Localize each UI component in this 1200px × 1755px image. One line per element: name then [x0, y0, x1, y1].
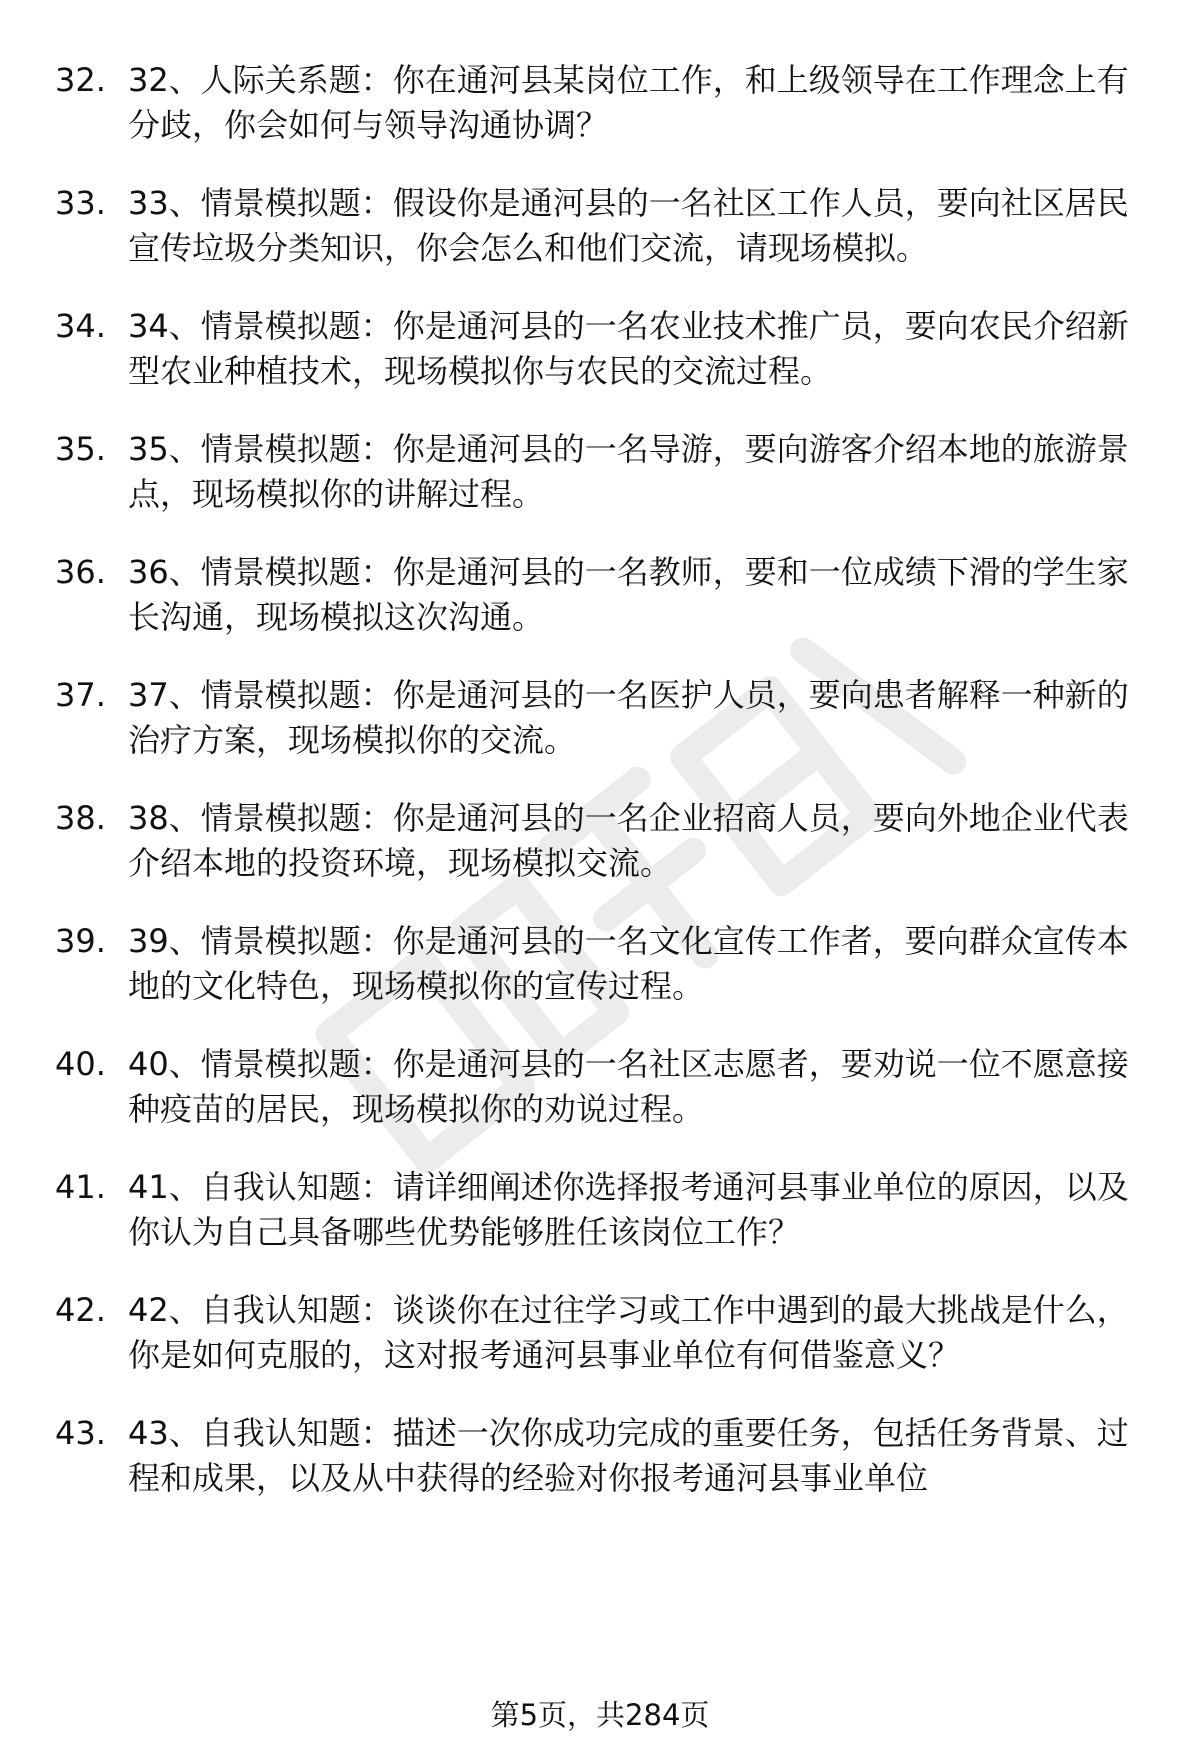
page-footer — [0, 1695, 1200, 1735]
question-text: 39、情景模拟题：你是通河县的一名文化宣传工作者，要向群众宣传本地的文化特色，现场模拟你的宣传过程。 — [128, 922, 1129, 1005]
question-text: 43、自我认知题：描述一次你成功完成的重要任务，包括任务背景、过程和成果，以及从中获得的经验对你报考通河县事业单位 — [128, 1414, 1129, 1497]
question-text: 41、自我认知题：请详细阐述你选择报考通河县事业单位的原因，以及你认为自己具备哪些优势能够胜任该岗位工作？ — [128, 1168, 1129, 1251]
question-text: 32、人际关系题：你在通河县某岗位工作，和上级领导在工作理念上有分歧，你会如何与领导沟通协调？ — [128, 61, 1129, 144]
question-number: 39. — [55, 922, 106, 960]
question-number: 33. — [55, 184, 106, 222]
list-item — [0, 1411, 1200, 1501]
list-item — [0, 796, 1200, 886]
question-text: 33、情景模拟题：假设你是通河县的一名社区工作人员，要向社区居民宣传垃圾分类知识，你会怎么和他们交流，请现场模拟。 — [128, 184, 1129, 267]
list-item — [0, 181, 1200, 271]
question-text: 37、情景模拟题：你是通河县的一名医护人员，要向患者解释一种新的治疗方案，现场模拟你的交流。 — [128, 676, 1129, 759]
question-number: 36. — [55, 553, 106, 591]
question-number: 43. — [55, 1414, 106, 1452]
page-number-label: 第5页，共284页 — [490, 1698, 710, 1732]
list-item — [0, 58, 1200, 148]
list-item — [0, 1288, 1200, 1378]
question-text: 40、情景模拟题：你是通河县的一名社区志愿者，要劝说一位不愿意接种疫苗的居民，现场模拟你的劝说过程。 — [128, 1045, 1129, 1128]
list-item — [0, 1165, 1200, 1255]
list-item — [0, 550, 1200, 640]
list-item — [0, 427, 1200, 517]
question-number: 35. — [55, 430, 106, 468]
list-item — [0, 1042, 1200, 1132]
question-number: 37. — [55, 676, 106, 714]
list-item — [0, 673, 1200, 763]
question-number: 34. — [55, 307, 106, 345]
question-number: 41. — [55, 1168, 106, 1206]
question-text: 38、情景模拟题：你是通河县的一名企业招商人员，要向外地企业代表介绍本地的投资环境，现场模拟交流。 — [128, 799, 1129, 882]
question-number: 32. — [55, 61, 106, 99]
list-item — [0, 304, 1200, 394]
question-text: 35、情景模拟题：你是通河县的一名导游，要向游客介绍本地的旅游景点，现场模拟你的讲解过程。 — [128, 430, 1129, 513]
question-text: 34、情景模拟题：你是通河县的一名农业技术推广员，要向农民介绍新型农业种植技术，现场模拟你与农民的交流过程。 — [128, 307, 1129, 390]
list-item — [0, 919, 1200, 1009]
question-text: 36、情景模拟题：你是通河县的一名教师，要和一位成绩下滑的学生家长沟通，现场模拟这次沟通。 — [128, 553, 1129, 636]
question-text: 42、自我认知题：谈谈你在过往学习或工作中遇到的最大挑战是什么，你是如何克服的，这对报考通河县事业单位有何借鉴意义？ — [128, 1291, 1129, 1374]
question-list — [0, 58, 1200, 1534]
question-number: 38. — [55, 799, 106, 837]
question-number: 42. — [55, 1291, 106, 1329]
question-number: 40. — [55, 1045, 106, 1083]
